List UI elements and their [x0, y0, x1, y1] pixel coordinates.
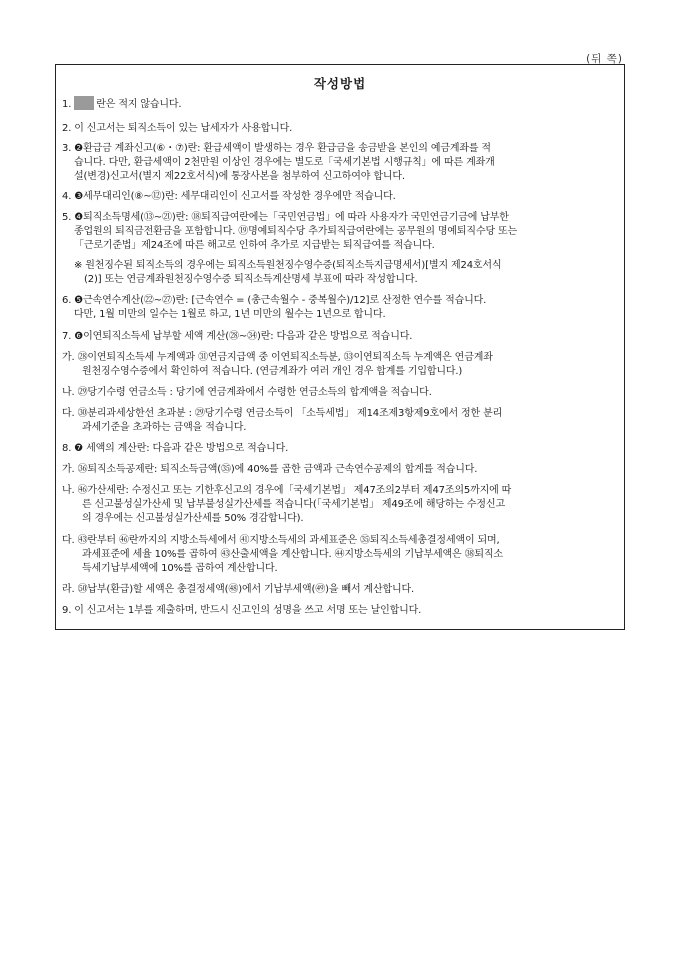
item-1-text: 란은 적지 않습니다. — [96, 99, 182, 110]
item-7-da-line-1: 다. ㉚분리과세상한선 초과분 : ㉙당기수령 연금소득이 「소득세법」 제14조제3항제9호에서 정한 분리 — [62, 408, 503, 419]
item-7-ga-line-1: 가. ㉘이연퇴직소득세 누계액과 ㉛연금지급액 중 이연퇴직소득분, ㉝이연퇴직소득 누계액은 연금계좌 — [62, 352, 493, 363]
item-5-note-line-2: (2)] 또는 연금계좌원천징수영수증 퇴직소득계산명세 부표에 따라 작성합니다. — [84, 274, 418, 285]
form-title: 작성방법 — [313, 76, 367, 91]
shaded-field-box — [74, 96, 94, 110]
page-side-label: (뒤 쪽) — [586, 53, 623, 65]
item-9: 9. 이 신고서는 1부를 제출하며, 반드시 신고인의 성명을 쓰고 서명 또는 날인합니다. — [62, 605, 422, 616]
item-3-line-2: 습니다. 다만, 환급세액이 2천만원 이상인 경우에는 별도로「국세기본법 시행규칙」에 따른 계좌개 — [74, 157, 495, 168]
item-8-na-line-1: 나. ㊻가산세란: 수정신고 또는 기한후신고의 경우에「국세기본법」 제47조의2부터 제47조의5까지에 따 — [62, 485, 512, 496]
item-2: 2. 이 신고서는 퇴직소득이 있는 납세자가 사용합니다. — [62, 123, 293, 134]
item-1-number: 1. — [62, 99, 75, 110]
item-7-ga-line-2: 원천징수영수증에서 확인하여 적습니다. (연금계좌가 여러 개인 경우 합계를 기입합니다.) — [82, 366, 463, 377]
item-4: 4. ❸세무대리인(⑧~⑫)란: 세무대리인이 신고서를 작성한 경우에만 적습니다. — [62, 191, 396, 202]
item-5-note-line-1: ※ 원천징수된 퇴직소득의 경우에는 퇴직소득원천징수영수증(퇴직소득지급명세서)[별지 제24호서식 — [74, 260, 502, 271]
item-5-line-2: 종업원의 퇴직금전환금을 포함합니다. ⑲명예퇴직수당 추가퇴직급여란에는 공무원의 명예퇴직수당 또는 — [74, 226, 518, 237]
item-7: 7. ❻이연퇴직소득세 납부할 세액 계산(㉘~㉞)란: 다음과 같은 방법으로 적습니다. — [62, 331, 413, 342]
item-6-line-2: 다만, 1월 미만의 일수는 1월로 하고, 1년 미만의 월수는 1년으로 합니다. — [74, 309, 386, 320]
item-8-ra: 라. ㊿납부(환급)할 세액은 총결정세액(㊽)에서 기납부세액(㊾)을 빼서 계산합니다. — [62, 584, 415, 595]
item-8-da-line-1: 다. ㊸란부터 ㊻란까지의 지방소득세에서 ㊶지방소득세의 과세표준은 ㉟퇴직소득세총결정세액이 되며, — [62, 535, 500, 546]
item-7-na: 나. ㉙당기수령 연금소득 : 당기에 연금계좌에서 수령한 연금소득의 합계액을 적습니다. — [62, 387, 432, 398]
item-5-line-3: 「근로기준법」제24조에 따른 해고로 인하여 추가로 지급받는 퇴직급여를 적습니다. — [74, 240, 435, 251]
item-1 — [62, 96, 181, 111]
item-3-line-1: 3. ❷환급금 계좌신고(⑥・⑦)란: 환급세액이 발생하는 경우 환급금을 송금받을 본인의 예금계좌를 적 — [62, 143, 491, 154]
item-3-line-3: 설(변경)신고서(별지 제22호서식)에 통장사본을 첨부하여 신고하여야 합니다. — [74, 171, 405, 182]
instructions-box — [55, 64, 625, 630]
item-6-line-1: 6. ❺근속연수계산(㉒~㉗)란: [근속연수 = (총근속월수 - 중복월수)/12]로 산정한 연수를 적습니다. — [62, 295, 487, 306]
item-5-line-1: 5. ❹퇴직소득명세(⑬~㉑)란: ⑱퇴직급여란에는「국민연금법」에 따라 사용자가 국민연금기금에 납부한 — [62, 212, 509, 223]
item-8-da-line-3: 득세기납부세액에 10%를 곱하여 계산합니다. — [82, 563, 278, 574]
item-8: 8. ❼ 세액의 계산란: 다음과 같은 방법으로 적습니다. — [62, 443, 289, 454]
item-8-ga: 가. ㊱퇴직소득공제란: 퇴직소득금액(㉟)에 40%를 곱한 금액과 근속연수공제의 합계를 적습니다. — [62, 464, 478, 475]
item-8-na-line-3: 의 경우에는 신고불성실가산세를 50% 경감합니다). — [82, 513, 304, 524]
item-8-na-line-2: 른 신고불성실가산세 및 납부불성실가산세를 적습니다(「국세기본법」 제49조에 해당하는 수정신고 — [82, 499, 505, 510]
item-8-da-line-2: 과세표준에 세율 10%를 곱하여 ㊸산출세액을 계산합니다. ㊹지방소득세의 기납부세액은 ㊳퇴직소 — [82, 549, 503, 560]
item-7-da-line-2: 과세기준을 초과하는 금액을 적습니다. — [82, 422, 247, 433]
